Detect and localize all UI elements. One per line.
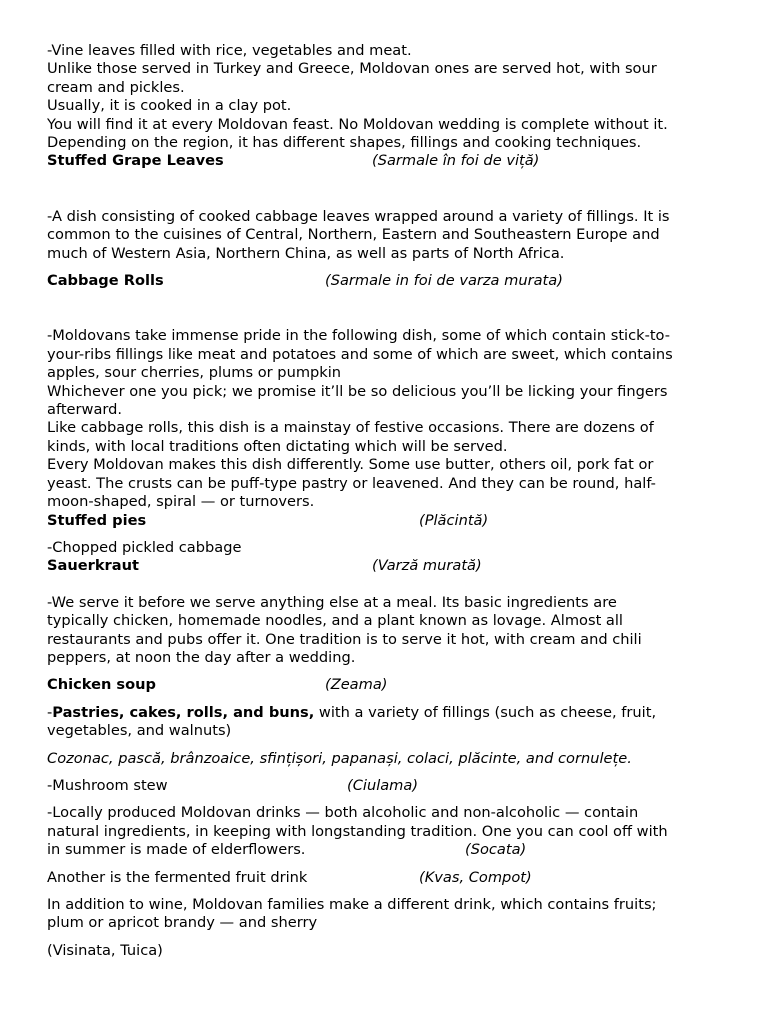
- dish-label: Another is the fermented fruit drink: [47, 868, 308, 886]
- dish-heading-soup: [47, 676, 727, 694]
- text-line: common to the cuisines of Central, Northern, Eastern and Southeastern Europe and: [47, 226, 660, 244]
- text-line: -Vine leaves filled with rice, vegetables and meat.: [47, 42, 412, 59]
- dish-heading-mushroom: [47, 777, 727, 795]
- dish-native-name: (Sarmale in foi de varza murata): [325, 272, 563, 290]
- text-line: typically chicken, homemade noodles, and a plant known as lovage. Almost all: [47, 612, 623, 630]
- pies-description: [47, 327, 727, 511]
- wine-description: [47, 896, 727, 933]
- text-line: -Locally produced Moldovan drinks — both alcoholic and non-alcoholic — contain: [47, 804, 639, 822]
- text-line: Whichever one you pick; we promise it’ll be so delicious you’ll be licking your fingers: [47, 382, 668, 400]
- cabbage-description: [47, 208, 727, 263]
- dish-native-name: (Plăcintă): [419, 511, 489, 529]
- dish-title: Stuffed pies: [47, 511, 147, 529]
- dish-heading-fermented: [47, 869, 727, 887]
- dish-title: Cabbage Rolls: [47, 272, 164, 290]
- text-line: -Moldovans take immense pride in the following dish, some of which contain stick-to-: [47, 327, 671, 345]
- text-line: restaurants and pubs offer it. One tradition is to serve it hot, with cream and chili: [47, 630, 642, 648]
- dish-title: Chicken soup: [47, 676, 156, 694]
- dish-heading-cabbage: [47, 272, 727, 290]
- pastries-line-2: vegetables, and walnuts): [47, 722, 232, 740]
- text-line: Depending on the region, it has different shapes, fillings and cooking techniques.: [47, 134, 642, 152]
- dish-native-name: (Socata): [465, 841, 527, 859]
- drinks-description: [47, 804, 727, 859]
- dish-heading-sarmale: [47, 152, 727, 170]
- dish-native-name: (Ciulama): [347, 776, 419, 794]
- pastries-rest-text: with a variety of fillings (such as cheese, fruit,: [314, 703, 657, 721]
- wine-native-names: (Visinata, Tuica): [47, 941, 163, 959]
- pastries-native-names: Cozonac, pască, brânzoaice, sfințișori, papanași, colaci, plăcinte, and cornulețe.: [47, 749, 632, 767]
- dish-native-name: (Sarmale în foi de viță): [372, 152, 540, 170]
- drinks-last-line: [47, 841, 727, 859]
- sauerkraut-description: -Chopped pickled cabbage: [47, 538, 242, 556]
- text-line: -We serve it before we serve anything else at a meal. Its basic ingredients are: [47, 593, 617, 611]
- dish-native-name: (Kvas, Compot): [419, 868, 532, 886]
- text-line: Like cabbage rolls, this dish is a mainstay of festive occasions. There are dozens of: [47, 419, 654, 437]
- text-line: Every Moldovan makes this dish differently. Some use butter, others oil, pork fat or: [47, 456, 654, 474]
- text-line: much of Western Asia, Northern China, as well as parts of North Africa.: [47, 244, 565, 262]
- text-line: your-ribs fillings like meat and potatoes and some of which are sweet, which contains: [47, 345, 673, 363]
- text-line: kinds, with local traditions often dictating which will be served.: [47, 437, 508, 455]
- dish-native-name: (Zeama): [325, 676, 388, 694]
- dish-title: Sauerkraut: [47, 557, 139, 575]
- text-line: Unlike those served in Turkey and Greece, Moldovan ones are served hot, with sour: [47, 60, 657, 78]
- sarmale-description: [47, 42, 727, 152]
- text-line: You will find it at every Moldovan feast. No Moldovan wedding is complete without it.: [47, 115, 668, 133]
- text-line: natural ingredients, in keeping with longstanding tradition. One you can cool off with: [47, 822, 668, 840]
- soup-description: [47, 594, 727, 668]
- text-line: -A dish consisting of cooked cabbage leaves wrapped around a variety of fillings. It is: [47, 207, 670, 225]
- dish-heading-sauerkraut: [47, 557, 727, 575]
- dish-heading-pies: [47, 512, 727, 530]
- pastries-line-1: [47, 704, 727, 722]
- text-line: yeast. The crusts can be puff-type pastry or leavened. And they can be round, half-: [47, 474, 656, 492]
- text-line: in summer is made of elderflowers.: [47, 841, 306, 859]
- text-line: peppers, at noon the day after a wedding.: [47, 648, 356, 666]
- dish-native-name: (Varză murată): [372, 557, 482, 575]
- document-page: [47, 42, 727, 960]
- dish-title: Stuffed Grape Leaves: [47, 152, 224, 170]
- text-line: Usually, it is cooked in a clay pot.: [47, 97, 292, 115]
- text-line: apples, sour cherries, plums or pumpkin: [47, 364, 342, 382]
- text-line: cream and pickles.: [47, 78, 185, 96]
- text-line: moon-shaped, spiral — or turnovers.: [47, 493, 315, 511]
- text-line: In addition to wine, Moldovan families make a different drink, which contains fruits;: [47, 895, 657, 913]
- dash: -: [47, 703, 53, 721]
- dish-label: -Mushroom stew: [47, 776, 168, 794]
- pastries-bold-text: Pastries, cakes, rolls, and buns,: [52, 703, 315, 721]
- text-line: plum or apricot brandy — and sherry: [47, 914, 318, 932]
- text-line: afterward.: [47, 401, 123, 419]
